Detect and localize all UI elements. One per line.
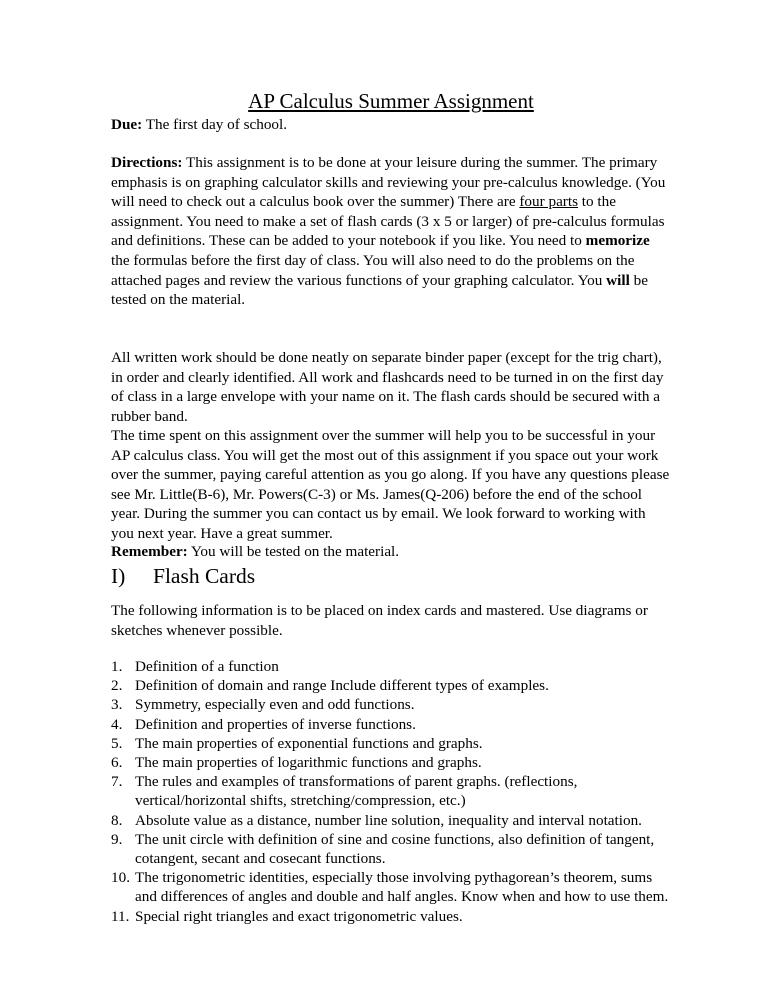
list-item (111, 811, 671, 830)
list-item (111, 772, 671, 810)
list-item-text: The trigonometric identities, especially those involving pythagorean’s theorem, sums and differences of angles and double and half angles. Know when and how to use them. (135, 869, 669, 906)
directions-bold-memorize: memorize (585, 232, 650, 250)
written-work-paragraph: All written work should be done neatly on separate binder paper (except for the trig chart), in order and clearly identified. All work and flashcards need to be turned in on the first day of class in a large envelope with your name on it. The flash cards should be secured with a rubber band. (111, 349, 664, 425)
page-title (111, 89, 671, 113)
list-item (111, 676, 671, 695)
list-item (111, 695, 671, 714)
list-item-number: 9. (111, 830, 123, 848)
directions-label: Directions: (111, 154, 183, 171)
section-title: Flash Cards (153, 564, 256, 588)
remember-text: You will be tested on the material. (190, 543, 400, 560)
list-item-number: 5. (111, 734, 123, 752)
flash-card-list (111, 657, 671, 926)
list-item-number: 7. (111, 773, 123, 791)
remember-paragraph (111, 542, 671, 562)
remember-label: Remember: (111, 543, 188, 560)
page-title-text: AP Calculus Summer Assignment (248, 89, 534, 113)
list-item (111, 907, 671, 926)
directions-text-3: the formulas before the first day of class. You will also need to do the problems on the attached pages and review the various functions of your graphing calculator. You (111, 251, 635, 289)
list-item (111, 753, 671, 772)
section-heading (111, 563, 255, 589)
list-item-number: 3. (111, 696, 123, 714)
list-item-text: Symmetry, especially even and odd functions. (135, 696, 415, 714)
list-item-text: Definition of domain and range Include different types of examples. (135, 677, 549, 695)
due-paragraph (111, 115, 671, 135)
list-item-number: 8. (111, 811, 123, 829)
directions-text-1: This assignment is to be done at your leisure during the summer. The primary emphasis is on graphing calculator skills and reviewing your pre-calculus knowledge. (You will need to check out a calculus book over the summer) There are (111, 154, 666, 211)
directions-text-2: to the assignment. You need to make a set of flash cards (3 x 5 or larger) of pre-calculus formulas and definitions. These can be added to your notebook if you like. You need to (111, 193, 665, 250)
list-item-text: The unit circle with definition of sine and cosine functions, also definition of tangent, cotangent, secant and cosecant functions. (135, 830, 655, 868)
directions-paragraph (111, 153, 671, 310)
directions-underlined: four parts (519, 193, 578, 211)
directions-bold-will: will (606, 271, 630, 289)
list-item (111, 734, 671, 753)
list-item-number: 10. (111, 869, 130, 887)
list-item (111, 657, 671, 676)
list-item-text: The main properties of logarithmic functions and graphs. (135, 754, 482, 772)
list-item-text: Special right triangles and exact trigonometric values. (135, 907, 463, 925)
time-spent-paragraph: The time spent on this assignment over the summer will help you to be successful in your AP calculus class. You will get the most out of this assignment if you space out your work over the summer, paying careful attention as you go along. If you have any questions please see Mr. Little(B-6), Mr. Powers(C-3) or Ms. James(Q-206) before the end of the school year. During the summer you can contact us by email. We look forward to working with you next year. Have a great summer. (111, 427, 670, 542)
list-item (111, 830, 671, 868)
due-label: Due: (111, 116, 143, 133)
list-item-number: 1. (111, 658, 123, 675)
list-item-number: 2. (111, 677, 123, 695)
due-text: The first day of school. (145, 116, 288, 133)
list-item-number: 4. (111, 715, 123, 733)
list-item-text: Definition of a function (135, 658, 279, 675)
list-item-text: The rules and examples of transformations of parent graphs. (reflections, vertical/horizontal shifts, stretching/compression, etc.) (135, 773, 578, 810)
section-number: I) (111, 564, 126, 588)
list-item-text: Definition and properties of inverse functions. (135, 715, 416, 733)
directions-text-4: be tested on the material. (111, 271, 648, 309)
list-item-number: 11. (111, 907, 130, 925)
list-item (111, 715, 671, 734)
section-intro: The following information is to be placed on index cards and mastered. Use diagrams or sketches whenever possible. (111, 602, 648, 639)
list-item (111, 868, 671, 906)
list-item-number: 6. (111, 754, 123, 772)
list-item-text: Absolute value as a distance, number line solution, inequality and interval notation. (135, 811, 642, 829)
list-item-text: The main properties of exponential functions and graphs. (135, 734, 483, 752)
